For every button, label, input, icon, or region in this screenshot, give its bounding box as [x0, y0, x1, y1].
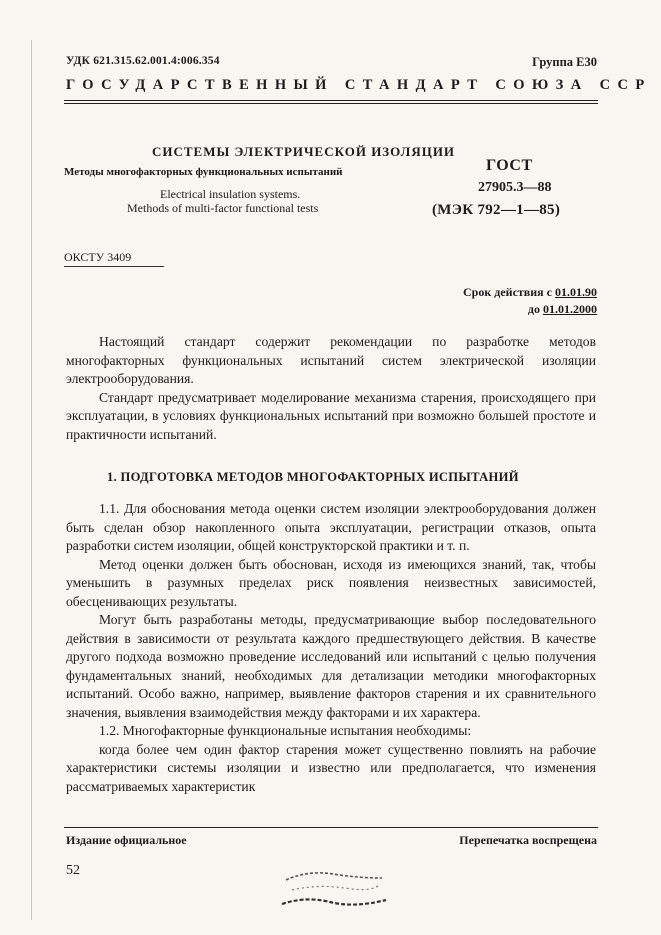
section-paragraph: 1.2. Многофакторные функциональные испытания необходимы:	[99, 723, 472, 738]
okstu-code: ОКСТУ 3409	[64, 250, 132, 264]
header-rule-top	[64, 100, 598, 101]
title-ru-subtitle: Методы многофакторных функциональных испытаний	[64, 166, 343, 178]
section-paragraph: Могут быть разработаны методы, предусматривающие выбор последовательного действия в зависимости от результата каждого предшествующего действия. В качестве другого подхода возможно проведение исследований или испытаний с целью получения фундаментальных знаний, необходимых для детализации методики многофакторных испытаний. Особо важно, например, выявление факторов старения и их сравнительного значения, выявления взаимодействия между факторами и их характера.	[66, 612, 596, 720]
intro-paragraph: Стандарт предусматривает моделирование механизма старения, происходящего при эксплуатации, в условиях функциональных испытаний при возможно большей простоте и практичности испытаний.	[66, 389, 596, 442]
intro-paragraph: Настоящий стандарт содержит рекомендации по разработке методов многофакторных функциональных испытаний систем электрической изоляции электрооборудования.	[66, 334, 596, 386]
binding-margin-line	[31, 40, 32, 920]
section-paragraph: когда более чем один фактор старения может существенно повлиять на рабочие характеристики системы изоляции и известно или предполагается, что изменения рассматриваемых характеристик	[66, 741, 596, 794]
section-1-title: 1. ПОДГОТОВКА МЕТОДОВ МНОГОФАКТОРНЫХ ИСПЫТАНИЙ	[107, 470, 519, 484]
group-code: Группа Е30	[532, 55, 597, 69]
footer-reprint-forbidden: Перепечатка воспрещена	[459, 833, 597, 847]
gost-number: 27905.3—88	[478, 180, 552, 195]
title-ru-main: СИСТЕМЫ ЭЛЕКТРИЧЕСКОЙ ИЗОЛЯЦИИ	[152, 144, 456, 159]
gost-label: ГОСТ	[486, 157, 533, 174]
okstu-underline	[64, 266, 164, 267]
section-1-body	[66, 500, 596, 796]
header-rule-bottom	[64, 103, 598, 104]
footer-rule	[64, 827, 598, 828]
section-paragraph: Метод оценки должен быть обоснован, исходя из имеющихся знаний, так, чтобы уменьшить в разумных пределах риск появления неизвестных зависимостей, обесценивающих результаты.	[66, 556, 596, 609]
footer-official-edition: Издание официальное	[66, 833, 187, 847]
validity-to-date: 01.01.2000	[543, 302, 597, 316]
validity-from-label: Срок действия с	[463, 285, 552, 299]
mek-number: (МЭК 792—1—85)	[432, 202, 561, 218]
section-paragraph: 1.1. Для обоснования метода оценки систем изоляции электрооборудования должен быть сделан обзор накопленного опыта эксплуатации, регистрации отказов, опыта разработки систем изоляции, общей конструкторской практики и т. п.	[66, 501, 596, 553]
state-standard-heading: ГОСУДАРСТВЕННЫЙ СТАНДАРТ СОЮЗА ССР	[66, 77, 652, 93]
intro-text	[66, 333, 596, 444]
title-en-line1: Electrical insulation systems.	[160, 187, 301, 201]
page-number: 52	[66, 863, 80, 878]
title-en-line2: Methods of multi-factor functional tests	[127, 201, 319, 215]
stamp-mark-icon	[278, 866, 388, 916]
validity-period	[463, 284, 597, 318]
validity-from-date: 01.01.90	[555, 285, 597, 299]
validity-to-label: до	[527, 302, 540, 316]
udk-code: УДК 621.315.62.001.4:006.354	[66, 55, 220, 67]
